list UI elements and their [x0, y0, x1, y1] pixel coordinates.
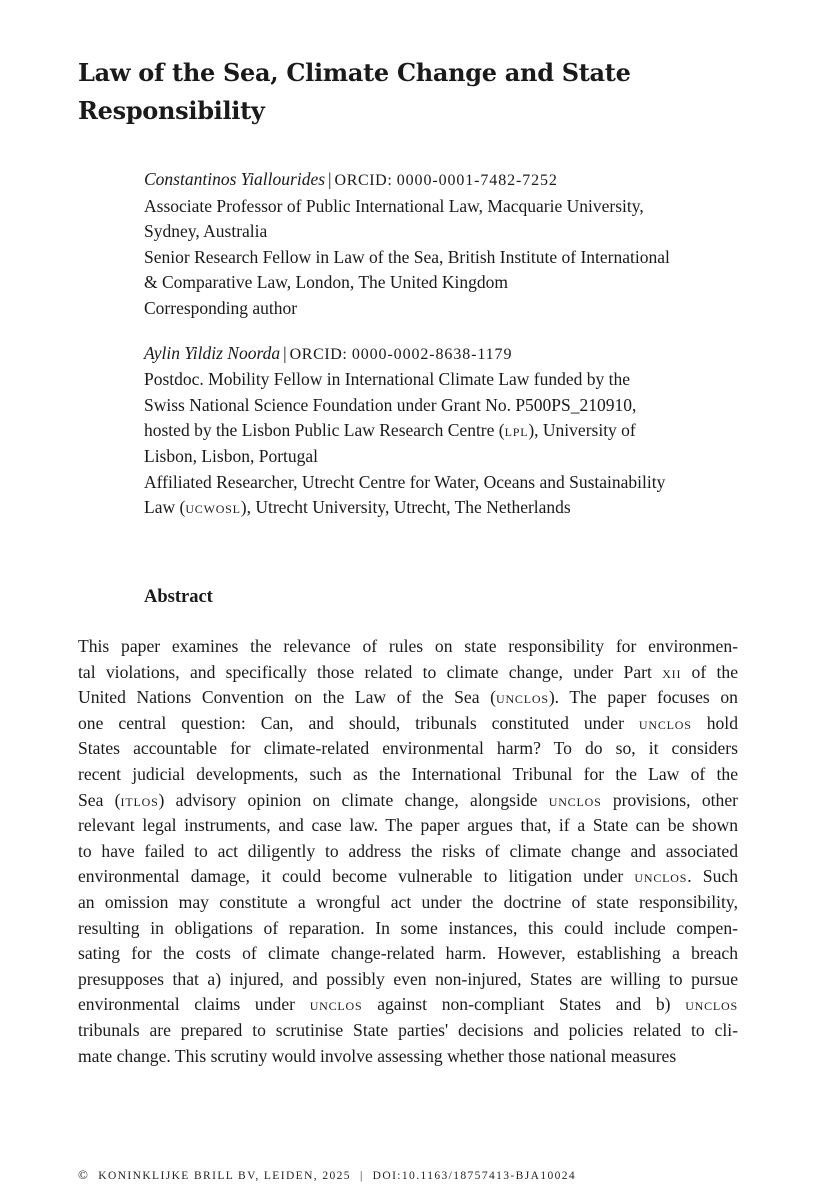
affiliation-line: hosted by the Lisbon Public Law Research Centre (lpl), University of — [144, 420, 636, 441]
abstract-line: presupposes that a) injured, and possibly even non-injured, States are willing to pursue — [78, 968, 738, 989]
author-heading — [144, 167, 744, 194]
page-footer — [78, 1167, 738, 1183]
abstract-line: one central question: Can, and should, tribunals constituted under unclos hold — [78, 712, 738, 733]
abstract-line: tal violations, and specifically those related to climate change, under Part xii of the — [78, 661, 739, 682]
affiliation-line: Lisbon, Lisbon, Portugal — [144, 445, 319, 466]
affiliation-line: Swiss National Science Foundation under Grant No. P500PS_210910, — [144, 394, 637, 415]
abstract-line: an omission may constitute a wrongful act under the doctrine of state responsibility, — [78, 891, 738, 912]
affiliation-line: & Comparative Law, London, The United Kingdom — [144, 272, 509, 293]
copyright-symbol: © — [78, 1167, 90, 1182]
author-name: Aylin Yildiz Noorda — [144, 342, 281, 363]
abstract-line: environmental claims under unclos against non-compliant States and b) unclos — [78, 994, 738, 1015]
abstract-line: sating for the costs of climate change-related harm. However, establishing a breach — [78, 943, 738, 964]
author-block — [144, 167, 744, 322]
corresponding-author-note: Corresponding author — [144, 297, 298, 318]
abstract-line: environmental damage, it could become vulnerable to litigation under unclos. Such — [78, 866, 738, 887]
abstract-line: to have failed to act diligently to address the risks of climate change and associated — [78, 840, 738, 861]
author-separator: | — [328, 169, 332, 189]
abstract-line: resulting in obligations of reparation. In some instances, this could include compen- — [78, 917, 738, 938]
doi-link[interactable]: DOI:10.1163/18757413-BJA10024 — [372, 1170, 577, 1182]
abstract-line: United Nations Convention on the Law of the Sea (unclos). The paper focuses on — [78, 687, 738, 708]
orcid-label: ORCID: — [334, 172, 393, 189]
author-heading — [144, 341, 744, 368]
abstract-heading: Abstract — [144, 587, 213, 607]
abstract-line: relevant legal instruments, and case law. The paper argues that, if a State can be shown — [78, 815, 738, 836]
abstract-line: mate change. This scrutiny would involve assessing whether those national measures — [78, 1045, 677, 1066]
affiliation-line: Law (ucwosl), Utrecht University, Utrecht, The Netherlands — [144, 497, 571, 518]
affiliation-line: Senior Research Fellow in Law of the Sea, British Institute of International — [144, 246, 670, 267]
footer-separator: | — [359, 1170, 364, 1182]
publisher-line: KONINKLIJKE BRILL BV, LEIDEN, 2025 — [98, 1170, 351, 1182]
abstract-line: States accountable for climate-related environmental harm? To do so, it considers — [78, 738, 738, 759]
author-list — [144, 167, 744, 540]
orcid-id[interactable]: 0000-0002-8638-1179 — [351, 345, 513, 363]
orcid-label: ORCID: — [289, 345, 348, 363]
affiliation-line: Affiliated Researcher, Utrecht Centre for Water, Oceans and Sustainability — [144, 471, 666, 492]
affiliation-line: Postdoc. Mobility Fellow in International Climate Law funded by the — [144, 369, 631, 390]
orcid-id[interactable]: 0000-0001-7482-7252 — [396, 172, 558, 189]
author-block — [144, 341, 744, 521]
abstract-line: recent judicial developments, such as the International Tribunal for the Law of the — [78, 763, 738, 784]
author-separator: | — [283, 342, 287, 363]
author-name: Constantinos Yiallourides — [144, 169, 326, 189]
abstract-line: This paper examines the relevance of rules on state responsibility for environmen- — [78, 636, 738, 656]
abstract-line: tribunals are prepared to scrutinise State parties' decisions and policies related to cli- — [78, 1019, 738, 1040]
abstract-line: Sea (itlos) advisory opinion on climate change, alongside unclos provisions, other — [78, 789, 738, 810]
abstract-body — [78, 634, 738, 1069]
affiliation-line: Sydney, Australia — [144, 221, 268, 242]
article-title: Law of the Sea, Climate Change and State Responsibility — [78, 58, 631, 125]
affiliation-line: Associate Professor of Public International Law, Macquarie University, — [144, 195, 644, 216]
